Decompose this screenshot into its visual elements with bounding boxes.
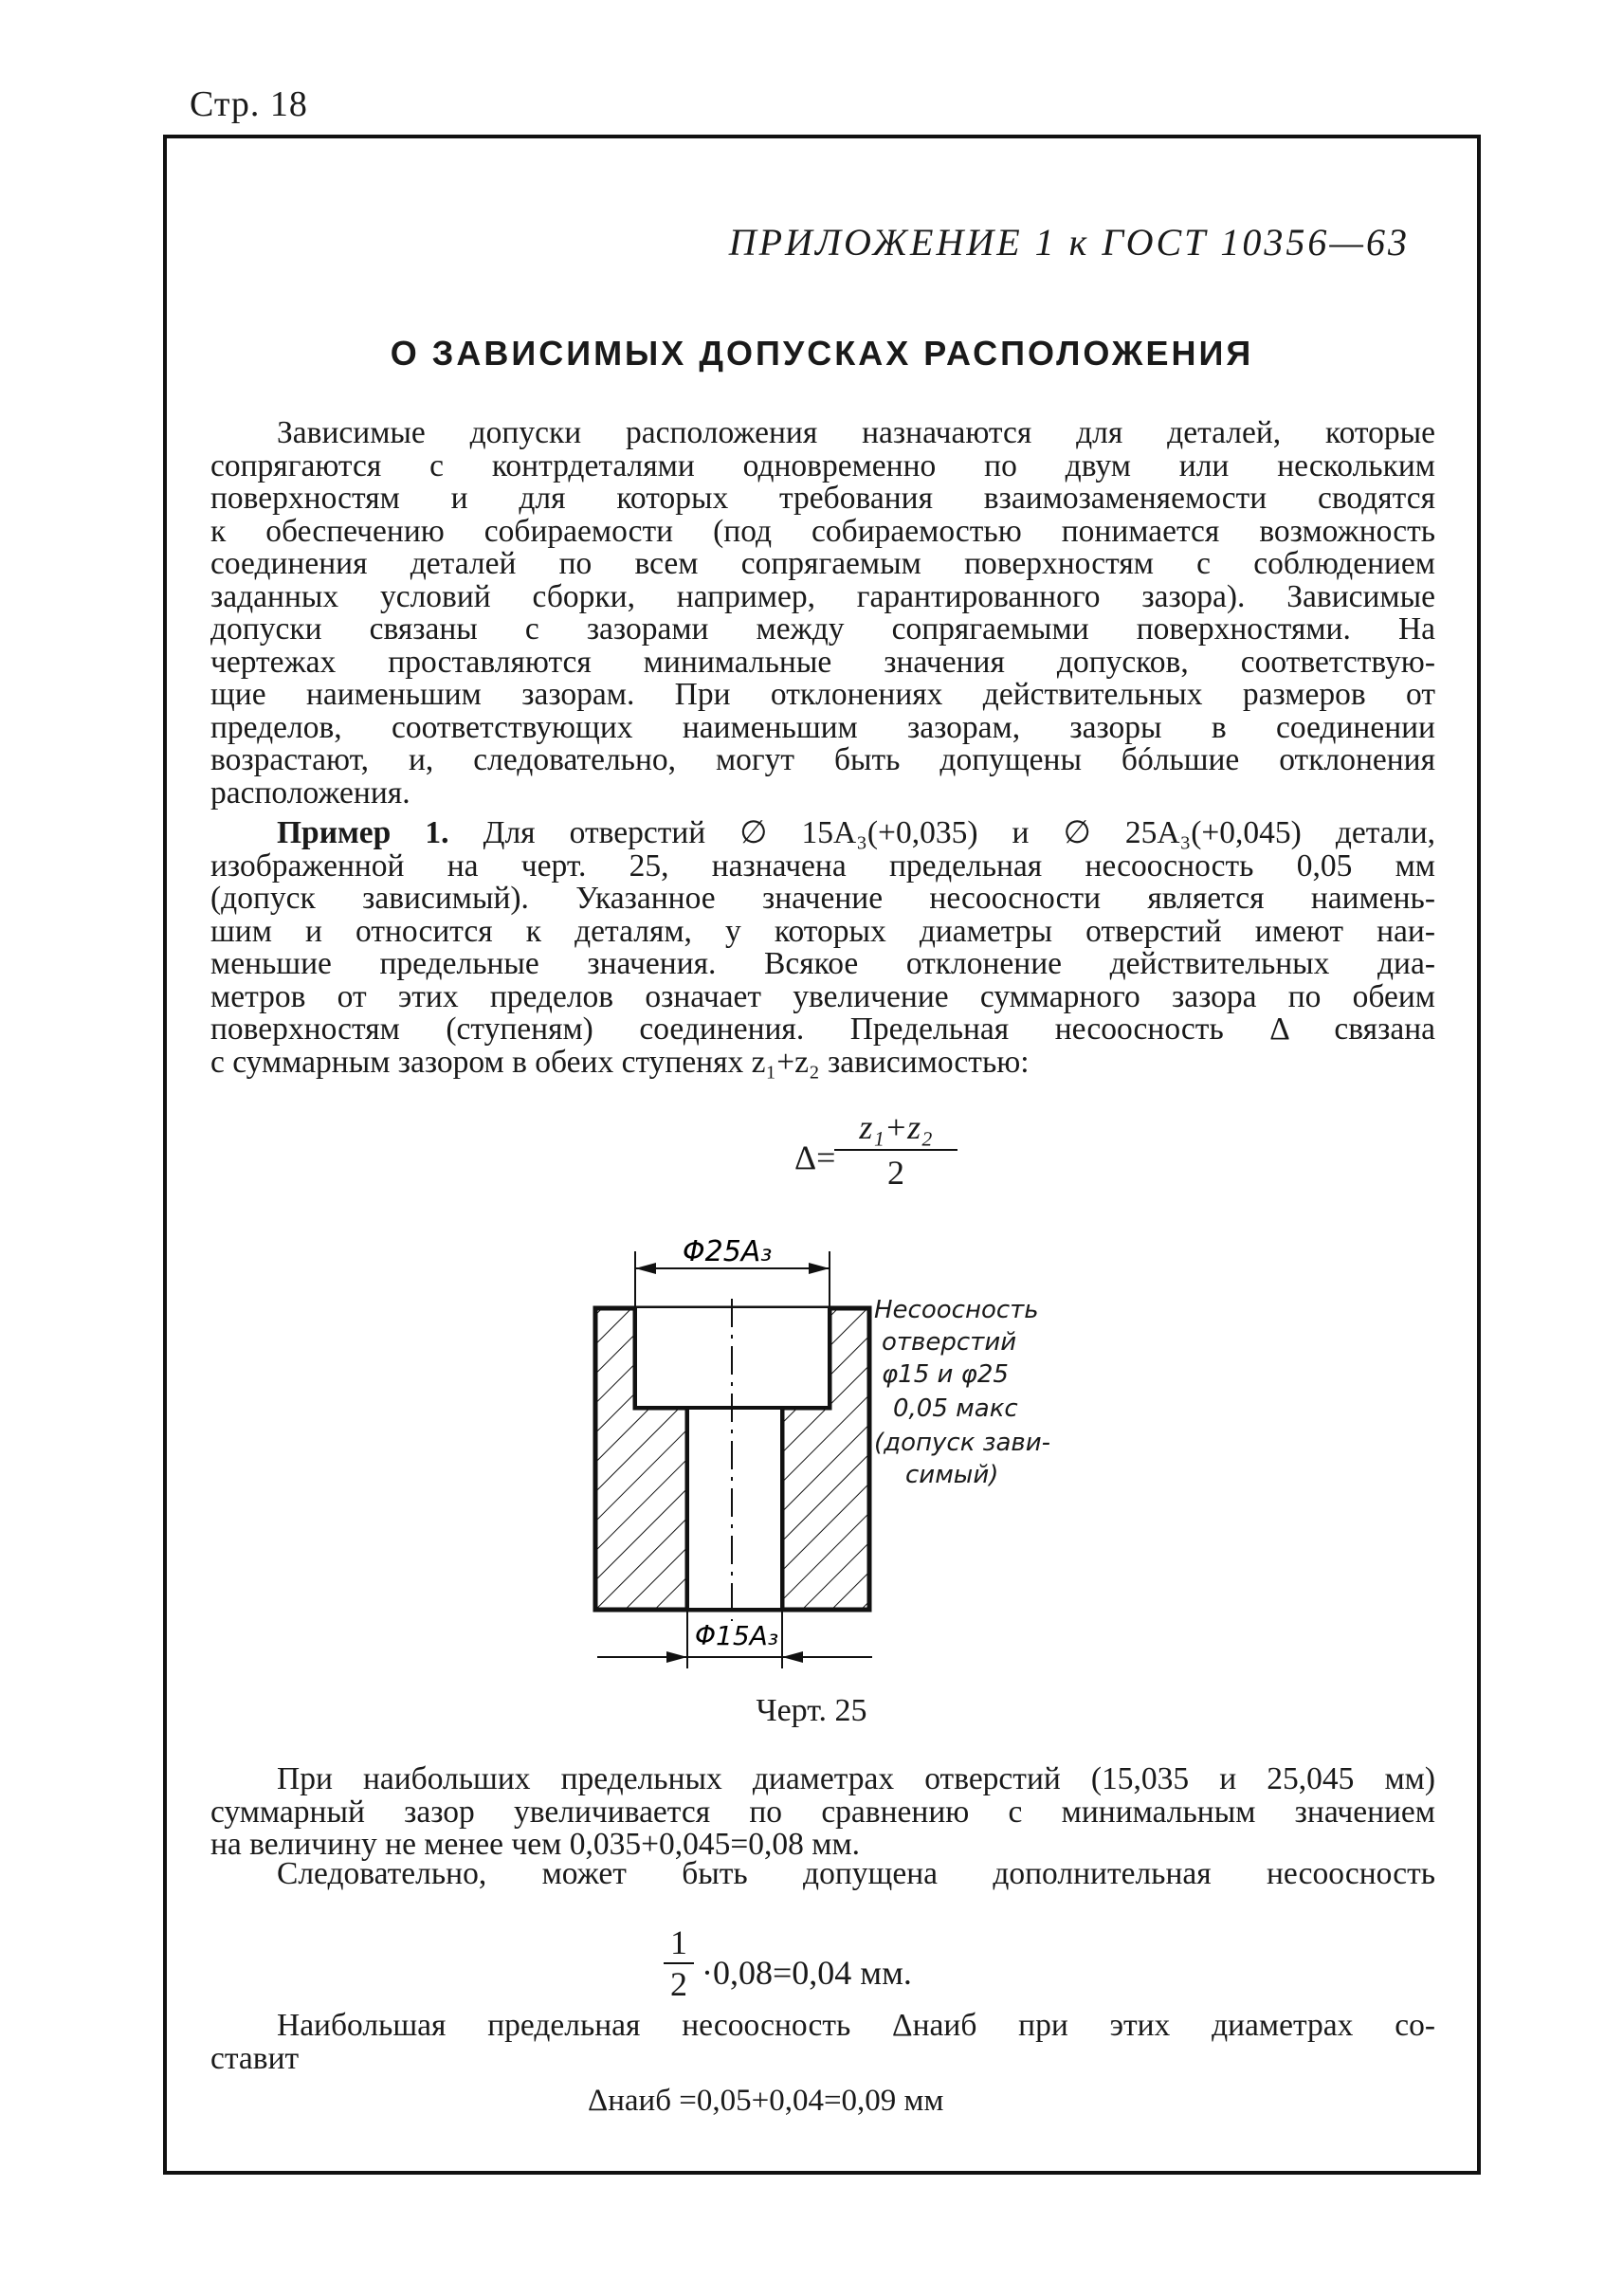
text-line: допуски связаны с зазорами между сопрягаемыми поверхностями. На (210, 611, 1435, 647)
text-fragment: Для отверстий ∅ 15A₃(+0,035) и ∅ 25A₃(+0,045) детали, (448, 815, 1435, 850)
text-line: суммарный зазор увеличивается по сравнению с минимальным значением (210, 1794, 1435, 1830)
formula-rest: ·0,08=0,04 мм. (702, 1954, 912, 1992)
text-line: шим и относится к деталям, у которых диаметры отверстий имеют наи- (210, 913, 1435, 949)
note-line: симый) (905, 1461, 999, 1489)
paragraph-max-misalignment (210, 2010, 1435, 2075)
page-number: Стр. 18 (190, 84, 308, 124)
text-line: соединения деталей по всем сопрягаемым поверхностям с соблюдением (210, 546, 1435, 581)
arrowhead (782, 1651, 803, 1663)
text-line: поверхностям и для которых требования взаимозаменяемости сводятся (210, 481, 1435, 516)
text-line: (допуск зависимый). Указанное значение несоосности является наимень- (210, 881, 1435, 916)
formula-fraction (834, 1107, 957, 1193)
top-dimension-label: Φ25A₃ (683, 1235, 773, 1268)
formula-denominator: 2 (670, 1965, 687, 2003)
text-line: поверхностям (ступеням) соединения. Предельная несоосность Δ связана (210, 1011, 1435, 1047)
formula-lhs: Δ= (794, 1139, 836, 1176)
text-line: сопрягаются с контрдеталями одновременно по двум или нескольким (210, 447, 1435, 483)
text-line: меньшие предельные значения. Всякое отклонение действительных диа- (210, 946, 1435, 981)
arrowhead (809, 1263, 830, 1274)
formula-numerator: z₁+z₂ (834, 1107, 957, 1151)
note-line: (допуск зави- (874, 1429, 1051, 1457)
formula-result: Δнаиб =0,05+0,04=0,09 мм (588, 2084, 944, 2118)
misalignment-note (874, 1296, 1050, 1489)
text-line: При наибольших предельных диаметрах отверстий (15,035 и 25,045 мм) (277, 1761, 1435, 1796)
text-line: ставит (210, 2040, 300, 2076)
text-line: на величину не менее чем 0,035+0,045=0,08 мм. (210, 1827, 861, 1862)
paragraph-consequently (210, 1858, 1435, 1891)
text-line: изображенной на черт. 25, назначена предельная несоосность 0,05 мм (210, 847, 1435, 884)
paragraph-intro (210, 417, 1435, 810)
text-line: Зависимые допуски расположения назначаются для деталей, которые (277, 415, 1435, 450)
text-line: щие наименьшим зазорам. При отклонениях действительных размеров от (210, 677, 1435, 712)
formula-numerator: 1 (664, 1922, 694, 1964)
technical-drawing (569, 1223, 1100, 1678)
text-line: к обеспечению собираемости (под собираемостью понимается возможность (210, 513, 1435, 549)
example-label: Пример 1. (277, 815, 449, 850)
text-line: расположения. (210, 774, 410, 811)
text-line: возрастают, и, следовательно, могут быть допущены бóльшие отклонения (210, 742, 1435, 777)
figure-caption: Черт. 25 (756, 1693, 867, 1728)
small-bore (687, 1408, 782, 1610)
section-title: О ЗАВИСИМЫХ ДОПУСКАХ РАСПОЛОЖЕНИЯ (390, 334, 1254, 373)
text-line: метров от этих пределов означает увеличение суммарного зазора по обеим (210, 978, 1435, 1014)
appendix-heading: ПРИЛОЖЕНИЕ 1 к ГОСТ 10356—63 (728, 221, 1410, 264)
text-line: Наибольшая предельная несоосность Δнаиб при этих диаметрах со- (277, 2008, 1435, 2043)
arrowhead (666, 1651, 687, 1663)
text-line: пределов, соответствующих наименьшим зазорам, зазоры в соединении (210, 709, 1435, 745)
note-line: φ15 и φ25 (882, 1360, 1009, 1389)
bottom-dimension-label: Φ15A₃ (695, 1620, 779, 1651)
text-line: с суммарным зазором в обеих ступенях z₁+z₂ зависимостью: (210, 1044, 1030, 1080)
text-line: заданных условий сборки, например, гарантированного зазора). Зависимые (210, 578, 1435, 614)
arrowhead (635, 1263, 656, 1274)
formula-fraction (664, 1922, 694, 2004)
paragraph-example (210, 817, 1435, 1079)
text-line: чертежах проставляются минимальные значения допусков, соответствую- (210, 644, 1435, 680)
note-line: 0,05 макс (893, 1394, 1018, 1423)
text-line: Следовательно, может быть допущена дополнительная несоосность (277, 1856, 1435, 1891)
note-line: отверстий (882, 1328, 1017, 1357)
formula-denominator: 2 (887, 1154, 904, 1192)
paragraph-max-diameters (210, 1763, 1435, 1862)
note-line: Несоосность (874, 1296, 1039, 1324)
text-line (210, 817, 1435, 850)
